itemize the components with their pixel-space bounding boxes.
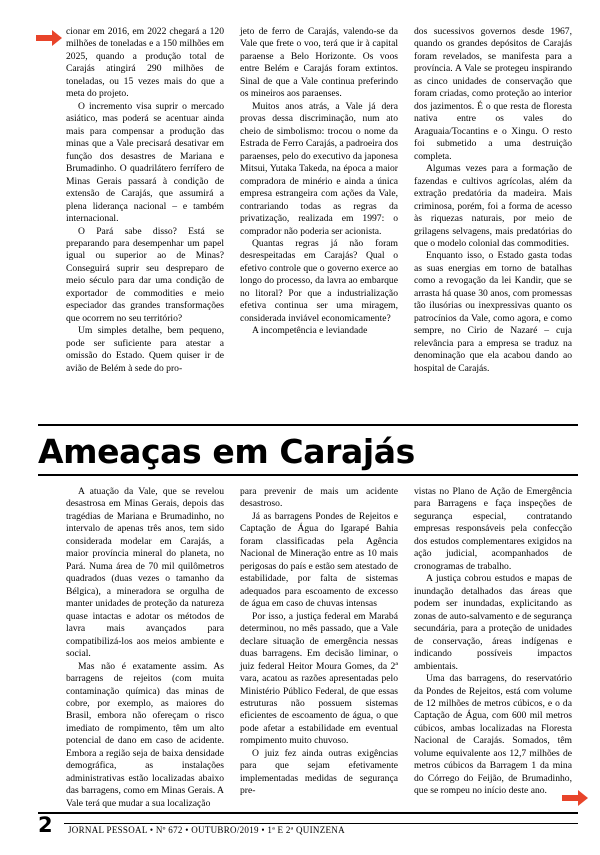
red-arrow-marker-top-icon xyxy=(36,30,62,46)
bottom-article-column-1 xyxy=(66,486,224,810)
paragraph: O incremento visa suprir o mercado asiático, mas poderá se acentuar ainda mais para compensar a produção das minas que a Vale precisará desativar em função dos desastres de Mariana e Brumadinho. O quadrilátero ferrífero de Minas Gerais passará à condição de extensão de Carajás, que assumirá a plena liderança nacional – e também internacional. xyxy=(66,100,224,225)
headline-rule-bottom xyxy=(38,474,578,476)
paragraph: A incompetência e leviandade xyxy=(252,325,368,337)
footer-rule xyxy=(38,812,578,814)
paragraph: vistas no Plano de Ação de Emergência para Barragens e faça inspeções de segurança especial, contratando empresas responsáveis pela confecção dos estudos complementares exigidos na ação judicial, acompanhados de cronogramas de trabalho. xyxy=(414,486,572,572)
bottom-article-column-2 xyxy=(240,486,398,810)
paragraph: Muitos anos atrás, a Vale já dera provas dessa discriminação, num ato cheio de simbolismo: trocou o nome da Estrada de Ferro Carajás, a padroeira dos paraenses, pelo do executivo da japonesa Mitsui, Yutaka Takeda, na época a maior compradora de minério e ainda a única empresa estrangeira com ações da Vale, contrariando todas as regras da privatização, realizada em 1997: o comprador não poderia ser acionista. xyxy=(240,100,398,237)
paragraph: cionar em 2016, em 2022 chegará a 120 milhões de toneladas e a 150 milhões em 2025, quando a produção total de Carajás atingirá 290 milhões de toneladas, ou 15 vezes mais do que a meta do projeto. xyxy=(66,26,224,100)
page-title: Ameaças em Carajás xyxy=(38,432,415,471)
headline-rule-top xyxy=(38,424,578,426)
paragraph: jeto de ferro de Carajás, valendo-se da Vale que frete o voo, terá que ir à capital paraense a Belo Horizonte. Os voos entre Belém e Carajás foram extintos. Sinal de que a Vale continua preferindo os mineiros aos paraenses. xyxy=(240,26,398,100)
paragraph: Um simples detalhe, bem pequeno, pode ser suficiente para atestar a omissão do Estado. Quem quiser ir de avião de Belém à sede do pro- xyxy=(66,325,224,374)
page-footer xyxy=(38,812,578,842)
paragraph: O Pará sabe disso? Está se preparando para desempenhar um papel igual ou superior ao de Minas? Conseguirá suprir seu despreparo de meio século para dar uma condição de exportador de commodities e meio especiador das grandes transformações que ocorrem no seu território? xyxy=(66,225,224,324)
paragraph: Enquanto isso, o Estado gasta todas as suas energias em torno de batalhas como a revogação da lei Kandir, que se arrasta há quase 30 anos, com promessas tão ilusórias ou inexpressivas quanto os patrocínios da Vale, como agora, e como sempre, no Cirio de Nazaré – cuja relevância para a empresa se traduz na denominação que ela acabou dando ao hospital de Carajás. xyxy=(414,250,572,374)
bottom-article-column-3 xyxy=(414,486,572,810)
footer-masthead: JORNAL PESSOAL • Nº 672 • OUTUBRO/2019 • 1ª E 2ª QUINZENA xyxy=(68,825,345,835)
paragraph: Mas não é exatamente assim. As barragens de rejeitos (com muita contaminação química) das minas de cobre, por exemplo, as maiores do Brasil, embora não ofereçam o risco imediato de rompimento, têm um alto potencial de dano em caso de acidente. Embora a região seja de baixa densidade demográfica, as instalações administrativas estão localizadas abaixo das barragens, como em Minas Gerais. A Vale terá que mudar a sua localização xyxy=(66,660,224,809)
paragraph: O juiz fez ainda outras exigências para que sejam efetivamente implementadas medidas de segurança pre- xyxy=(240,747,398,797)
paragraph: dos sucessivos governos desde 1967, quando os grandes depósitos de Carajás foram revelados, se manifesta para a província. A Vale se protegeu inspirando as cinco unidades de conservação que foram criadas, como proteção ao interior dos jazimentos. É o que resta de floresta nativa entre os vales do Araguaia/Tocantins e o Xingu. O resto foi submetido a uma destruição completa. xyxy=(414,26,572,162)
paragraph: Uma das barragens, do reservatório da Pondes de Rejeitos, está com volume de 12 milhões de metros cúbicos, e o da Captação de Água, com 600 mil metros cúbicos, ambas localizadas na Floresta Nacional de Carajás. Somados, têm volume equivalente aos 12,7 milhões de metros cúbicos da Barragem 1 da mina do Córrego do Feijão, de Brumadinho, que se rompeu no início deste ano. xyxy=(414,673,572,797)
paragraph: Já as barragens Pondes de Rejeitos e Captação de Água do Igarapé Bahia foram classificadas pela Agência Nacional de Mineração entre as 10 mais perigosas do país e estão sem atestado de estabilidade, por falta de sistemas adequados para escoamento de excesso de água em caso de chuvas intensas xyxy=(240,510,398,610)
paragraph: Algumas vezes para a formação de fazendas e cultivos agrícolas, além da extração predatória da madeira. Mais criminosa, porém, foi a forma de acesso às riquezas naturais, por meio de grilagens selvagens, mais predatórias do que o modelo colonial das commodities. xyxy=(414,163,572,249)
top-article-column-2 xyxy=(240,26,398,375)
top-article-column-3 xyxy=(414,26,572,375)
paragraph: para prevenir de mais um acidente desastroso. xyxy=(240,486,398,510)
paragraph: Por isso, a justiça federal em Marabá determinou, no mês passado, que a Vale declare situação de emergência nessas duas barragens. Em decisão liminar, o juiz federal Heitor Moura Gomes, da 2ª vara, acatou as razões apresentadas pelo Ministério Público Federal, de que essas estruturas não possuem sistemas eficientes de escoamento de água, o que pode afetar a estabilidade em eventual rompimento muito chuvoso. xyxy=(240,610,398,747)
top-article-column-1 xyxy=(66,26,224,375)
top-article-columns xyxy=(66,26,572,375)
paragraph: Quantas regras já não foram desrespeitadas em Carajás? Qual o efetivo controle que o governo exerce ao longo do processo, da lavra ao embarque no litoral? Por que a industrialização efetiva continua ser uma miragem, considerada inviável economicamente? xyxy=(240,237,398,324)
paragraph: A justiça cobrou estudos e mapas de inundação detalhados das áreas que podem ser inundadas, explicitando as zonas de auto-salvamento e de segurança secundária, para a proteção de unidades de conservação, áreas indígenas e indicando possíveis impactos ambientais. xyxy=(414,573,572,672)
page-number: 2 xyxy=(38,813,53,837)
bottom-article-columns xyxy=(66,486,572,810)
footer-rule-secondary xyxy=(64,823,578,824)
paragraph: A atuação da Vale, que se revelou desastrosa em Minas Gerais, depois das tragédias de Mariana e Brumadinho, no intervalo de apenas três anos, tem sido considerada modelar em Carajás, a maior província mineral do planeta, no Pará. Numa área de 70 mil quilômetros quadrados (duas vezes o tamanho da Bélgica), a mineradora se orgulha de manter unidades de proteção da natureza quase intactas e adotar os métodos de lavra mais avançados para compatibilizá-los aos meios ambiente e social. xyxy=(66,486,224,660)
